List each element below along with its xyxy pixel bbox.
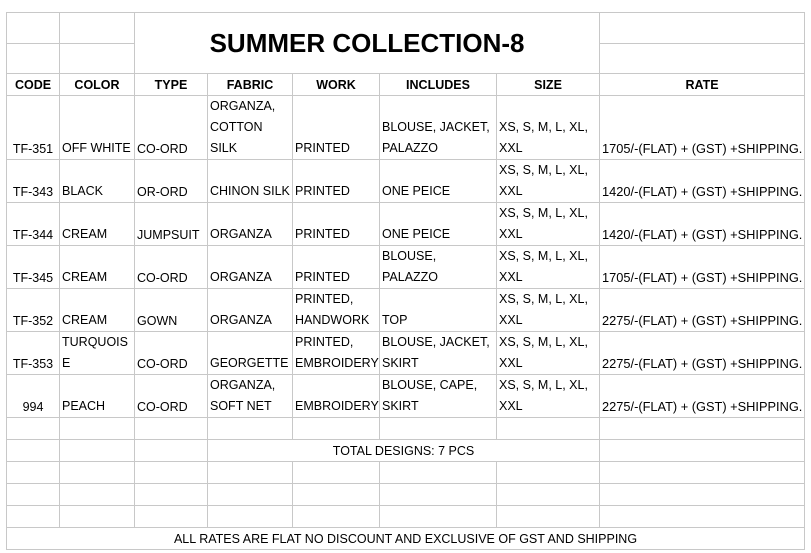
cell-type: CO-ORD	[135, 375, 208, 418]
cell-size: XS, S, M, L, XL, XXL	[497, 246, 600, 289]
header-includes: INCLUDES	[380, 74, 497, 96]
header-rate: RATE	[600, 74, 805, 96]
header-size: SIZE	[497, 74, 600, 96]
data-rows	[7, 96, 805, 418]
header-fabric: FABRIC	[208, 74, 293, 96]
cell-type: CO-ORD	[135, 332, 208, 375]
cell-color: CREAM	[60, 289, 135, 332]
cell-size: XS, S, M, L, XL, XXL	[497, 160, 600, 203]
header-type: TYPE	[135, 74, 208, 96]
cell-code: TF-352	[7, 289, 60, 332]
cell-work: PRINTED	[293, 96, 380, 160]
cell-work: PRINTED, HANDWORK	[293, 289, 380, 332]
blank-cell	[600, 13, 805, 44]
cell-includes: ONE PEICE	[380, 203, 497, 246]
cell-fabric: CHINON SILK	[208, 160, 293, 203]
cell-type: OR-ORD	[135, 160, 208, 203]
cell-size: XS, S, M, L, XL, XXL	[497, 375, 600, 418]
table-row	[7, 160, 805, 203]
table-row	[7, 375, 805, 418]
blank-cell	[60, 13, 135, 44]
cell-type: CO-ORD	[135, 96, 208, 160]
cell-size: XS, S, M, L, XL, XXL	[497, 96, 600, 160]
header-work: WORK	[293, 74, 380, 96]
cell-code: TF-345	[7, 246, 60, 289]
cell-fabric: ORGANZA	[208, 289, 293, 332]
cell-rate: 1420/-(FLAT) + (GST) +SHIPPING.	[600, 160, 805, 203]
cell-includes: BLOUSE, CAPE, SKIRT	[380, 375, 497, 418]
cell-includes: BLOUSE, JACKET, SKIRT	[380, 332, 497, 375]
cell-includes: ONE PEICE	[380, 160, 497, 203]
cell-rate: 1705/-(FLAT) + (GST) +SHIPPING.	[600, 96, 805, 160]
cell-work: PRINTED, EMBROIDERY	[293, 332, 380, 375]
blank-cell	[600, 44, 805, 74]
cell-includes: BLOUSE, JACKET, PALAZZO	[380, 96, 497, 160]
header-color: COLOR	[60, 74, 135, 96]
blank-cell	[7, 44, 60, 74]
cell-fabric: ORGANZA, SOFT NET	[208, 375, 293, 418]
cell-code: TF-351	[7, 96, 60, 160]
cell-rate: 2275/-(FLAT) + (GST) +SHIPPING.	[600, 289, 805, 332]
cell-fabric: ORGANZA, COTTON SILK	[208, 96, 293, 160]
table-row	[7, 96, 805, 160]
cell-work: PRINTED	[293, 246, 380, 289]
footer-note: ALL RATES ARE FLAT NO DISCOUNT AND EXCLUSIVE OF GST AND SHIPPING	[7, 528, 805, 550]
cell-includes: BLOUSE, PALAZZO	[380, 246, 497, 289]
blank-cell	[7, 13, 60, 44]
cell-fabric: ORGANZA	[208, 246, 293, 289]
cell-code: TF-343	[7, 160, 60, 203]
table-row	[7, 289, 805, 332]
cell-code: 994	[7, 375, 60, 418]
cell-size: XS, S, M, L, XL, XXL	[497, 203, 600, 246]
cell-fabric: GEORGETTE	[208, 332, 293, 375]
table-row	[7, 332, 805, 375]
table-row	[7, 246, 805, 289]
cell-rate: 1420/-(FLAT) + (GST) +SHIPPING.	[600, 203, 805, 246]
cell-color: TURQUOIS E	[60, 332, 135, 375]
cell-size: XS, S, M, L, XL, XXL	[497, 332, 600, 375]
cell-color: CREAM	[60, 246, 135, 289]
cell-work: PRINTED	[293, 160, 380, 203]
cell-type: GOWN	[135, 289, 208, 332]
cell-color: OFF WHITE	[60, 96, 135, 160]
header-code: CODE	[7, 74, 60, 96]
cell-work: EMBROIDERY	[293, 375, 380, 418]
cell-fabric: ORGANZA	[208, 203, 293, 246]
cell-rate: 2275/-(FLAT) + (GST) +SHIPPING.	[600, 375, 805, 418]
cell-type: CO-ORD	[135, 246, 208, 289]
page-title: SUMMER COLLECTION-8	[135, 13, 600, 74]
total-designs: TOTAL DESIGNS: 7 PCS	[208, 440, 600, 462]
collection-table	[6, 12, 805, 550]
cell-rate: 1705/-(FLAT) + (GST) +SHIPPING.	[600, 246, 805, 289]
cell-includes: TOP	[380, 289, 497, 332]
cell-size: XS, S, M, L, XL, XXL	[497, 289, 600, 332]
cell-color: BLACK	[60, 160, 135, 203]
cell-type: JUMPSUIT	[135, 203, 208, 246]
blank-cell	[60, 44, 135, 74]
cell-code: TF-353	[7, 332, 60, 375]
cell-work: PRINTED	[293, 203, 380, 246]
cell-rate: 2275/-(FLAT) + (GST) +SHIPPING.	[600, 332, 805, 375]
header-row	[7, 74, 805, 96]
cell-color: PEACH	[60, 375, 135, 418]
cell-code: TF-344	[7, 203, 60, 246]
cell-color: CREAM	[60, 203, 135, 246]
table-row	[7, 203, 805, 246]
